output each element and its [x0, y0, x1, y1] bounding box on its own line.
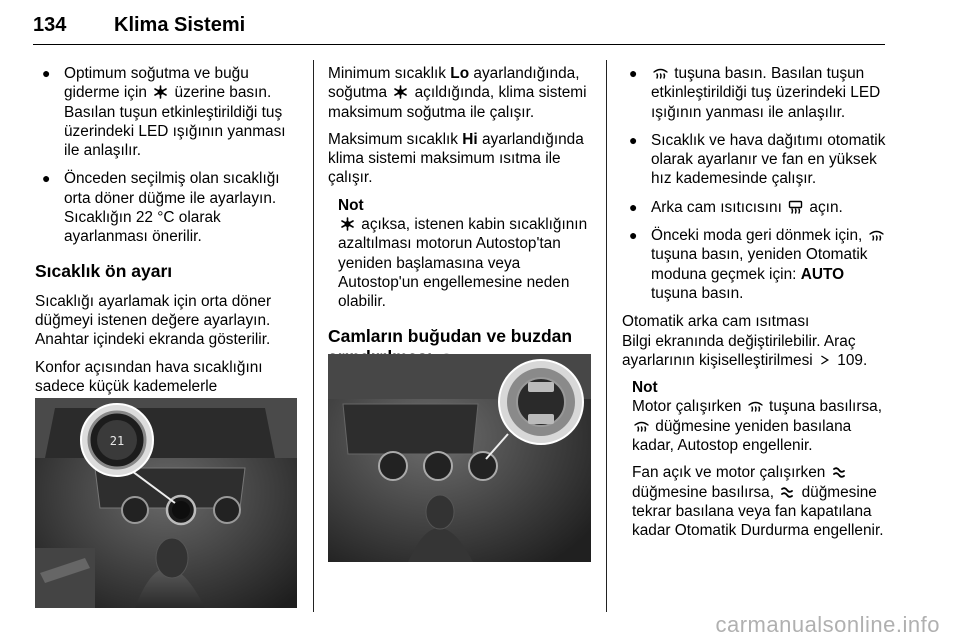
rear-window-heater-icon — [788, 200, 803, 214]
section-heading: Sıcaklık ön ayarı — [35, 260, 173, 281]
fan-icon — [780, 485, 795, 499]
list-item: ● Optimum soğutma ve buğu giderme için üzerine basın. Basılan tuşun etkinleştirildiği tuş üzerindeki LED ışığının yanması ile anlaşılır. — [42, 65, 286, 160]
windshield-defrost-icon — [634, 419, 649, 433]
dashboard-photo-defrost-buttons — [328, 354, 591, 562]
paragraph: Otomatik arka cam ısıtması — [622, 313, 810, 331]
column-3 — [622, 64, 890, 549]
page-header — [33, 8, 885, 45]
windshield-defrost-icon — [869, 228, 884, 242]
windshield-defrost-icon — [653, 66, 668, 80]
paragraph: Bilgi ekranında değiştirilebilir. Araç ayarlarının kişiselleştirilmesi 109. — [622, 332, 868, 369]
note-title: Not — [338, 196, 364, 214]
list-item: ● Önceden seçilmiş olan sıcaklığı orta döner düğme ile ayarlayın. Sıcaklığın 22 °C olarak ayarlanması önerilir. — [42, 170, 280, 246]
paragraph: Konfor açısından hava sıcaklığını sadece küçük kademelerle — [35, 358, 263, 395]
note: Not açıksa, istenen kabin sıcaklığının azaltılması motorun Autostop'tan yeniden başlamasına veya Autostop'un engellemesine neden olabilir. — [328, 196, 593, 312]
paragraph: Maksimum sıcaklık Hi ayarlandığında klima sistemi maksimum ısıtma ile çalışır. — [328, 130, 584, 187]
windshield-defrost-icon — [748, 399, 763, 413]
fan-icon — [832, 465, 847, 479]
snowflake-icon — [340, 217, 355, 231]
watermark: carmanualsonline.info — [715, 612, 940, 637]
list-item: ● tuşuna basın. Basılan tuşun etkinleştirildiği tuş üzerindeki LED ışığının yanması ile anlaşılır. — [629, 65, 881, 121]
column-2 — [328, 64, 593, 378]
page-number: 134 — [33, 14, 67, 36]
note: Not Motor çalışırken tuşuna basılırsa, düğmesine yeniden basılana kadar, Autostop engellenir. Fan açık ve motor çalışırken düğmesine basılırsa, düğmesine tekrar basılana veya fan kapatılana kadar Otomatik Durdurma engellenir. — [622, 378, 890, 540]
dashboard-photo-temperature-knob — [35, 398, 297, 608]
list-item: ● Arka cam ısıtıcısını açın. — [629, 198, 843, 216]
page-reference-arrow-icon — [819, 353, 831, 367]
snowflake-icon — [393, 85, 408, 99]
section-heading: Camların buğudan ve buzdan — [328, 326, 593, 368]
snowflake-icon — [153, 85, 168, 99]
list-item: ● Önceki moda geri dönmek için, tuşuna basın, yeniden Otomatik moduna geçmek için: AUTO tuşuna basın. — [622, 226, 890, 303]
note-title: Not — [632, 379, 658, 397]
paragraph: Minimum sıcaklık Lo ayarlandığında, soğutma açıldığında, klima sistemi maksimum soğutma ile çalışır. — [328, 65, 587, 121]
column-1 — [35, 64, 297, 423]
column-divider — [606, 60, 607, 612]
paragraph: Sıcaklığı ayarlamak için orta döner düğmeyi istenen değere ayarlayın. Anahtar içindeki ekranda gösterilir. — [35, 292, 272, 349]
knob-display-text: 21 — [109, 434, 125, 448]
list-item: ● Sıcaklık ve hava dağıtımı otomatik olarak ayarlanır ve fan en yüksek hız kademesinde çalışır. — [629, 131, 886, 188]
chapter-title: Klima Sistemi — [114, 14, 246, 36]
column-divider — [313, 60, 314, 612]
